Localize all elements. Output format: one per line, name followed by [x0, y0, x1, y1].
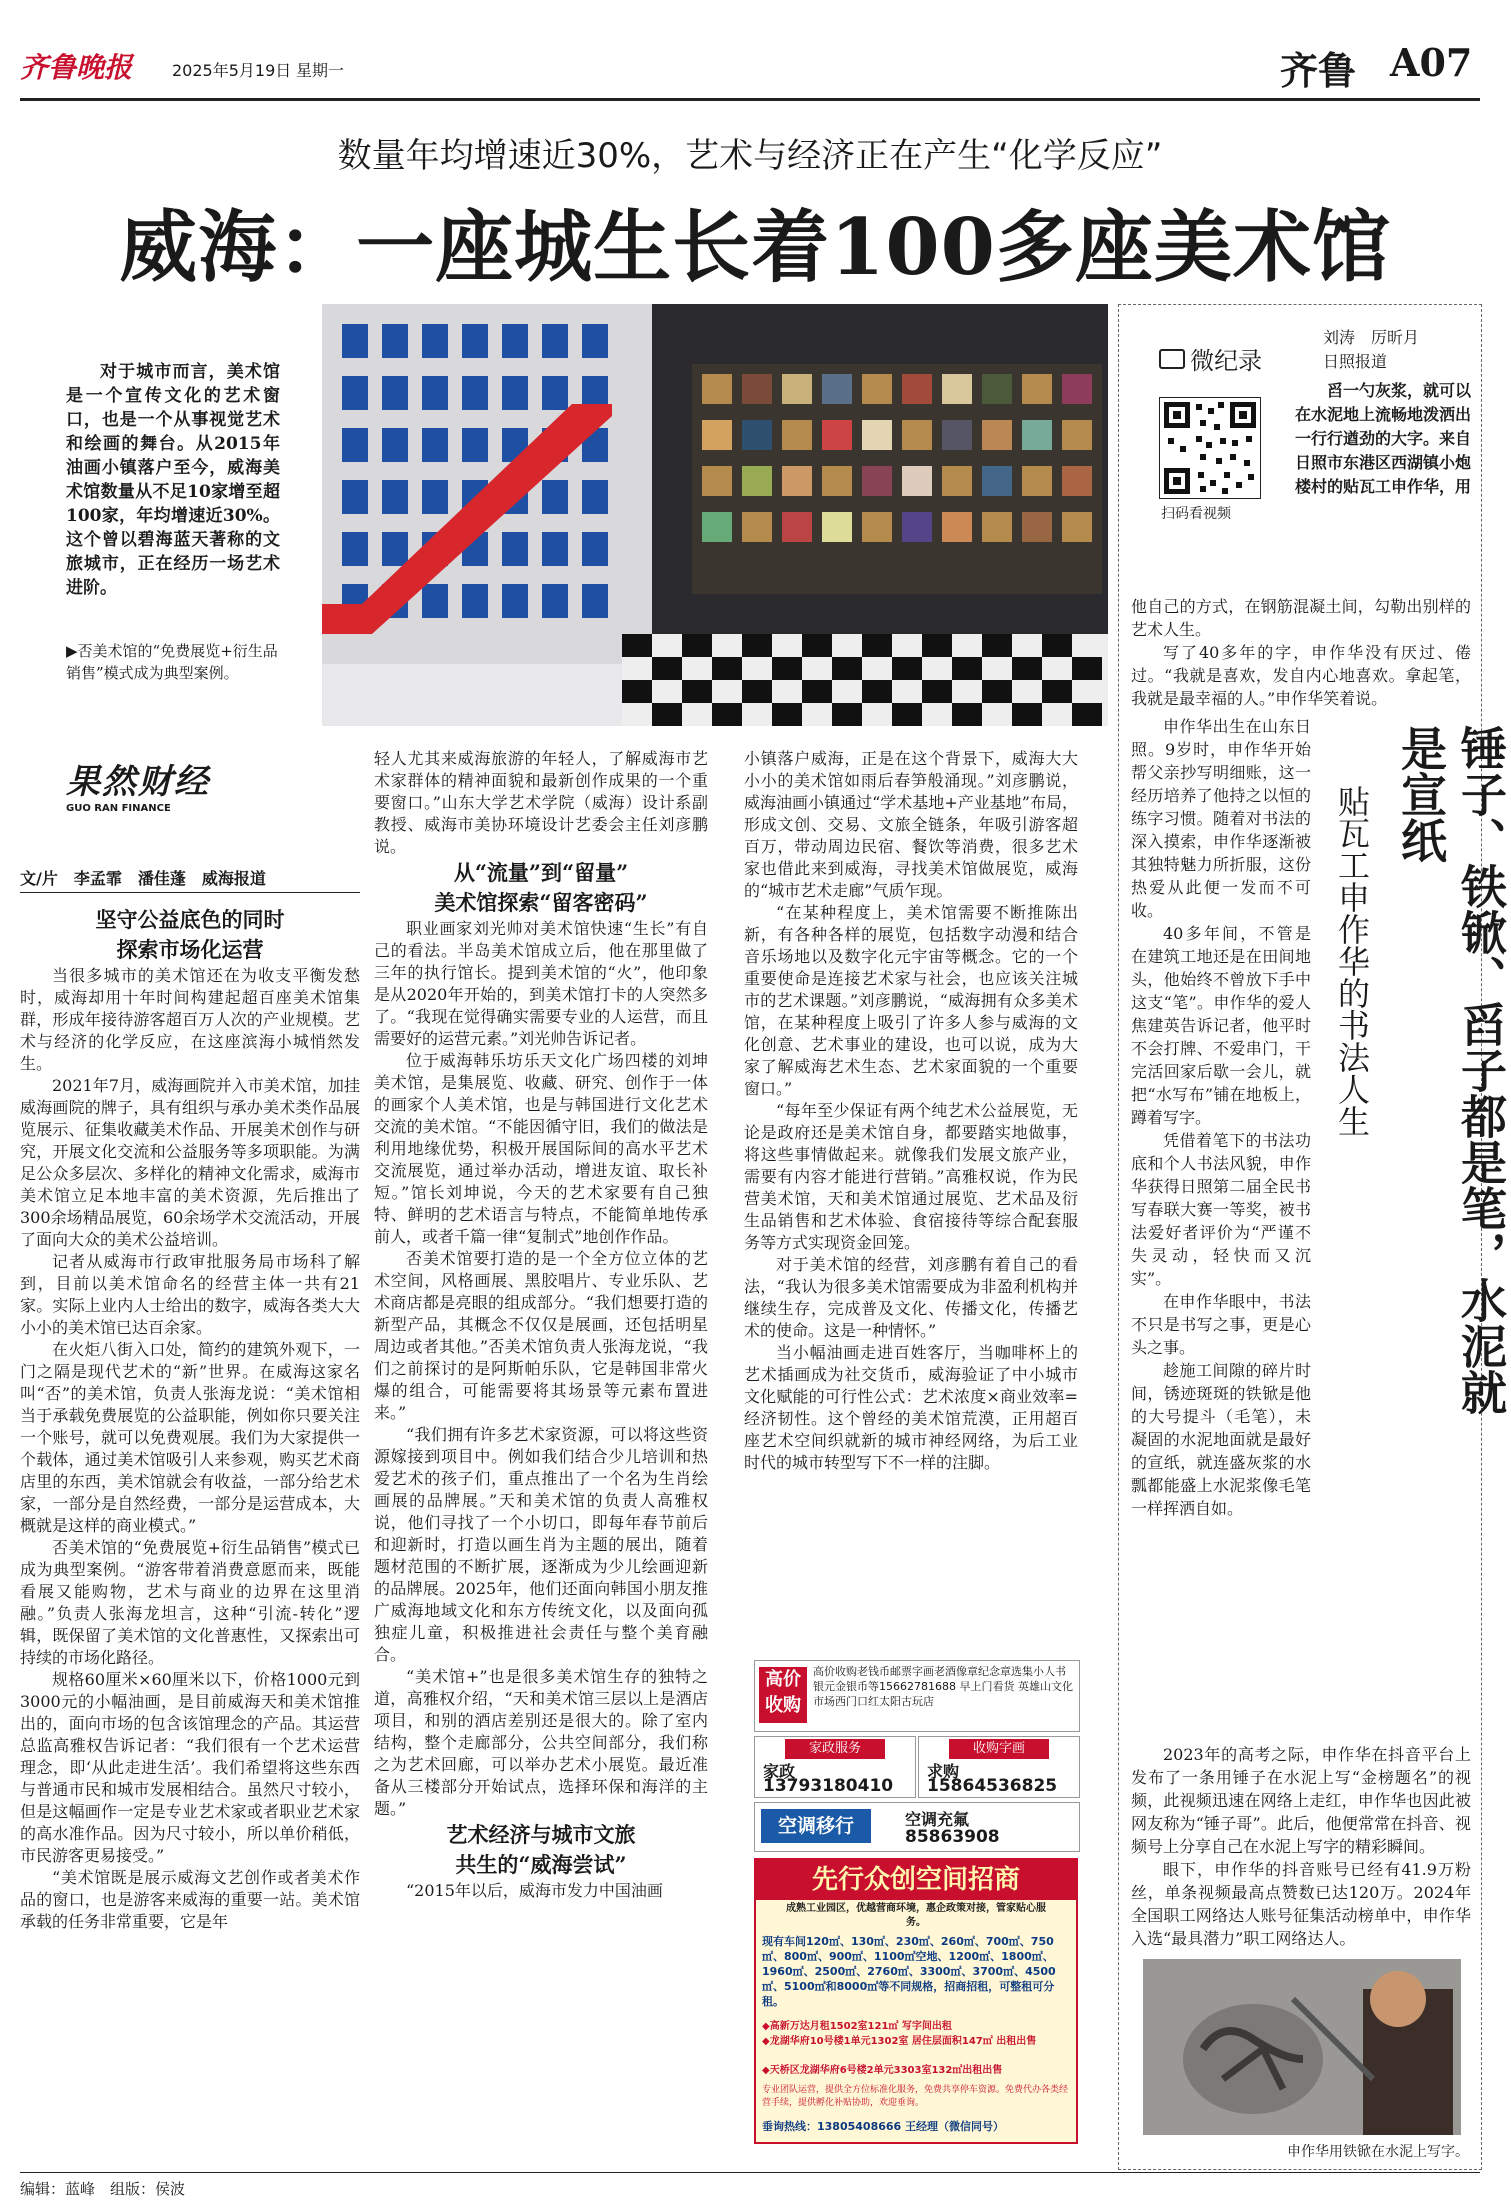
- sidebar-body-a: [1131, 595, 1471, 710]
- col1-para: 否美术馆的“免费展览+衍生品销售”模式已成为典型案例。“游客带着消费意愿而来，既能看展又能购物，艺术与商业的边界在这里消融。”负责人张海龙坦言，这种“引流-转化”逻辑，既保留了美术馆的文化普惠性，又探索出可持续的市场化路径。: [20, 1538, 360, 1667]
- col1-para: 规格60厘米×60厘米以下，价格1000元到3000元的小幅油画，是目前威海天和美术馆推出的，面向市场的包含该馆理念的产品。其运营总监高雅权告诉记者：“我们很有一个艺术运营理念，即‘从此走进生活’。我们希望将这些东西与普通市民和城市发展相结合。虽然尺寸较小，但是这幅画作一定是专业艺术家或者职业艺术家的高水准作品。因为尺寸较小，所以单价稍低，市民游客更易接受。”: [20, 1670, 360, 1865]
- rent-phone: 垂询热线：13805408666 王经理（微信同号）: [762, 2120, 1005, 2133]
- home-phone: 13793180410: [763, 1776, 894, 1796]
- sidebar-para: 趁施工间隙的碎片时间，锈迹斑斑的铁锨是他的大号提斗（毛笔），未凝固的水泥地面就是最好的宣纸，就连盛灰浆的水瓢都能盛上水泥浆像毛笔一样挥洒自如。: [1131, 1361, 1311, 1518]
- home-label: 家政服务: [785, 1739, 885, 1759]
- rent-sub: 成熟工业园区，优越营商环境，惠企政策对接，管家贴心服务。: [786, 1903, 1046, 1928]
- subhead-2: 从“流量”到“留量” 美术馆探索“留客密码”: [434, 860, 648, 915]
- ask-label: 收购字画: [949, 1739, 1049, 1759]
- qr-label: 扫码看视频: [1161, 506, 1231, 522]
- sidebar-para: 写了40多年的字，申作华没有厌过、倦过。“我就是喜欢，发自内心地喜欢。拿起笔，我就是最幸福的人。”申作华笑着说。: [1131, 643, 1471, 708]
- ads-block: [754, 1660, 1078, 2144]
- sidebar-para: 他自己的方式，在钢筋混凝土间，勾勒出别样的艺术人生。: [1131, 597, 1471, 639]
- buy-badge: 高价收购: [759, 1667, 807, 1723]
- masthead: [20, 36, 1480, 96]
- col2-para: 否美术馆要打造的是一个全方位立体的艺术空间，风格画展、黑胶唱片、专业乐队、艺术商店都是亮眼的组成部分。“我们想要打造的新型产品，其概念不仅仅是展画，还包括明星周边或者其他。”否美术馆负责人张海龙说，“我们之前探讨的是阿斯帕乐队，它是韩国非常火爆的组合，可能需要将其场景等元素布置进来。”: [374, 1249, 708, 1422]
- intro-text: 对于城市而言，美术馆是一个宣传文化的艺术窗口，也是一个从事视觉艺术和绘画的舞台。从2015年油画小镇落户至今，威海美术馆数量从不足10家增至超100家，年均增速近30%。这个曾以碧海蓝天著称的文旅城市，正在经历一场艺术进阶。: [66, 362, 280, 598]
- ask-phone: 15864536825: [927, 1776, 1058, 1796]
- rent-sizes: 现有车间120㎡、130㎡、230㎡、260㎡、700㎡、750㎡、800㎡、900㎡、1100㎡空地、1200㎡、1800㎡、1960㎡、2500㎡、2760㎡、3300㎡、3700㎡、4500㎡、5100㎡和8000㎡等不同规格，招商招租，可整租可分租。: [762, 1935, 1056, 2008]
- sidebar-byline-2: 日照报道: [1323, 352, 1388, 371]
- footer-rule: [20, 2172, 1480, 2173]
- col2-para: “2015年以后，威海市发力中国油画: [406, 1881, 663, 1900]
- sidebar-subtitle: 贴瓦工申作华的书法人生: [1333, 785, 1371, 1137]
- sidebar-tag-label: 微纪录: [1190, 347, 1263, 375]
- home-ad: [754, 1736, 916, 1798]
- sidebar-para: 眼下，申作华的抖音账号已经有41.9万粉丝，单条视频最高点赞数已达120万。2024年全国职工网络达人账号征集活动榜单中，申作华入选“最具潜力”职工网络达人。: [1131, 1860, 1471, 1948]
- col2-para: 轻人尤其来威海旅游的年轻人，了解威海市艺术家群体的精神面貌和最新创作成果的一个重要窗口。”山东大学艺术学院（威海）设计系副教授、威海市美协环境设计艺委会主任刘彦鹏说。: [374, 749, 708, 856]
- gallery-illustration: [322, 304, 1108, 726]
- worker-photo-caption: 申作华用铁锨在水泥上写字。: [1287, 2144, 1469, 2160]
- col1-para: 记者从威海市行政审批服务局市场科了解到，目前以美术馆命名的经营主体一共有21家。实际上业内人士给出的数字，威海各类大大小小的美术馆已达百余家。: [20, 1252, 360, 1337]
- col1-para: 当很多城市的美术馆还在为收支平衡发愁时，威海却用十年时间构建起超百座美术馆集群，形成年接待游客超百万人次的产业规模。艺术与经济的化学反应，在这座滨海小城悄然发生。: [20, 966, 360, 1073]
- rent-line: ◆高新万达月租1502室121㎡ 写字间出租: [762, 2021, 952, 2032]
- gallery-photo: [322, 304, 1108, 726]
- sidebar-para: 在申作华眼中，书法不只是书写之事，更是心头之事。: [1131, 1292, 1311, 1357]
- sidebar-title: 锤子、铁锨、舀子都是笔，水泥就是宣纸: [1394, 725, 1508, 1415]
- byline-rule: [20, 892, 360, 893]
- photo-caption: ▶否美术馆的“免费展览+衍生品销售”模式成为典型案例。: [66, 642, 278, 682]
- ask-ad: [918, 1736, 1080, 1798]
- ac-label: 空调移行: [761, 1809, 871, 1843]
- col2-para: “美术馆+”也是很多美术馆生存的独特之道，高雅权介绍，“天和美术馆三层以上是酒店项目，和别的酒店差别还是很大的。除了室内结构，整个走廊部分，公共空间部分，我们称之为艺术回廊，可以举办艺术小展览。最近准备从三楼部分开始试点，选择环保和海洋的主题。”: [374, 1667, 708, 1818]
- sidebar-byline-1: 刘涛 厉昕月: [1323, 328, 1420, 347]
- sidebar-body-b: [1131, 715, 1311, 1715]
- col3-para: 小镇落户威海，正是在这个背景下，威海大大小小的美术馆如雨后春笋般涌现。”刘彦鹏说，威海油画小镇通过“学术基地+产业基地”布局，形成文创、交易、文旅全链条，年吸引游客超百万，带动周边民宿、餐饮等消费，很多艺术家也借此来到威海，寻找美术馆做展览，威海的“城市艺术走廊”气质乍现。: [744, 749, 1078, 900]
- footer-editor: 编辑：蓝峰 组版：侯波: [20, 2180, 186, 2198]
- sidebar-body-c: [1131, 1743, 1471, 1950]
- rent-title: 先行众创空间招商: [756, 1860, 1076, 1900]
- sidebar-lead: 舀一勺灰浆，就可以在水泥地上流畅地泼洒出一行行遒劲的大字。来自日照市东港区西湖镇小炮楼村的贴瓦工申作华，用: [1295, 381, 1472, 496]
- sidebar: [1118, 304, 1508, 2170]
- home-name: 家政: [763, 1762, 796, 1781]
- ac-name: 空调充氟: [905, 1810, 970, 1829]
- paper-name: 齐鲁晚报: [20, 51, 133, 84]
- issue-weekday: 星期一: [296, 61, 345, 80]
- column-logo-en: GUO RAN FINANCE: [66, 803, 171, 814]
- article-column-1: [20, 905, 360, 2165]
- sidebar-para: 申作华出生在山东日照。9岁时，申作华开始帮父亲抄写明细账，这一经历培养了他持之以恒的练字习惯。随着对书法的深入摸索，申作华逐渐被其独特魅力所折服，这份热爱从此便一发而不可收。: [1131, 717, 1311, 920]
- col3-para: 当小幅油画走进百姓客厅，当咖啡杯上的艺术插画成为社交货币，威海验证了中小城市文化赋能的可行性公式：艺术浓度×商业效率=经济韧性。这个曾经的美术馆荒漠，正用超百座艺术空间织就新的城市神经网络，为后工业时代的城市转型写下不一样的注脚。: [744, 1343, 1078, 1472]
- ac-ad: [754, 1802, 1080, 1852]
- col1-para: 2021年7月，威海画院并入市美术馆，加挂威海画院的牌子，具有组织与承办美术类作品展览展示、征集收藏美术作品、开展美术创作与研究，开展文化交流和公益服务等多项职能。为满足公众多层次、多样化的精神文化需求，威海市美术馆立足本地丰富的美术资源，先后推出了300余场精品展览，60余场学术交流活动，开展了面向大众的美术公益培训。: [20, 1076, 360, 1249]
- column-logo: [66, 762, 286, 828]
- col3-para: “在某种程度上，美术馆需要不断推陈出新，有各种各样的展览，包括数字动漫和结合音乐场地以及数字化元宇宙等概念。它的一个重要使命是连接艺术家与社会，也应该关注城市的艺术课题。”刘彦鹏说，“威海拥有众多美术馆，在某种程度上吸引了许多人参与威海的文化创意、艺术事业的建设，也可以说，成为大家了解威海艺术生态、艺术家面貌的一个重要窗口。”: [744, 903, 1078, 1098]
- col2-para: 职业画家刘光帅对美术馆快速“生长”有自己的看法。半岛美术馆成立后，他在那里做了三年的执行馆长。提到美术馆的“火”，他印象是从2020年开始的，到美术馆打卡的人突然多了。“我现在觉得确实需要专业的人运营，而且需要好的运营元素。”刘光帅告诉记者。: [374, 919, 708, 1048]
- qr-code[interactable]: [1159, 397, 1261, 499]
- buy-text: 高价收购老钱币邮票字画老酒像章纪念章选集小人书银元金银币等15662781688 早上门看货 英雄山文化市场西门口红太阳古玩店: [813, 1665, 1073, 1708]
- headline-title: 威海：一座城生长着100多座美术馆: [119, 202, 1391, 293]
- rent-ad: [754, 1858, 1078, 2144]
- ask-name: 求购: [927, 1762, 960, 1781]
- col3-para: 对于美术馆的经营，刘彦鹏有着自己的看法，“我认为很多美术馆需要成为非盈利机构并继续生存，完成普及文化、传播文化，传播艺术的使命。这是一种情怀。”: [744, 1255, 1078, 1340]
- article-column-3: [744, 748, 1078, 1638]
- article-column-2: [374, 748, 708, 2168]
- worker-photo: [1143, 1959, 1461, 2135]
- masthead-rule: [20, 98, 1480, 101]
- page-number: A07: [1390, 40, 1473, 85]
- col2-para: “我们拥有许多艺术家资源，可以将这些资源嫁接到项目中。例如我们结合少儿培训和热爱艺术的孩子们，重点推出了一个名为生肖绘画展的品牌展。”天和美术馆的负责人高雅权说，他们寻找了一个小切口，即每年春节前后和迎新时，打造以画生肖为主题的展出，随着题材范围的不断扩展，逐渐成为少儿绘画迎新的品牌展。2025年，他们还面向韩国小朋友推广威海地域文化和东方传统文化，以及面向孤独症儿童，积极推进社会责任与整个美育融合。: [374, 1425, 708, 1664]
- article-byline: 文/片 李孟霏 潘佳蓬 威海报道: [20, 869, 266, 888]
- column-logo-cn: 果然财经: [66, 762, 210, 802]
- col3-para: “每年至少保证有两个纯艺术公益展览，无论是政府还是美术馆自身，都要踏实地做事，将这些事情做起来。就像我们发展文旅产业，需要有内容才能进行营销。”高雅权说，作为民营美术馆，天和美术馆通过展览、艺术品及衍生品销售和艺术体验、食宿接待等综合配套服务等方式实现资金回笼。: [744, 1101, 1078, 1252]
- rent-line: ◆龙湖华府10号楼1单元1302室 居住层面积147㎡ 出租出售: [762, 2036, 1037, 2047]
- video-icon: [1159, 349, 1185, 369]
- qr-code-graphic: [1160, 398, 1260, 498]
- col2-para: 位于威海韩乐坊乐天文化广场四楼的刘坤美术馆，是集展览、收藏、研究、创作于一体的画家个人美术馆，也是与韩国进行文化艺术交流的美术馆。“不能因循守旧，我们的做法是利用地缘优势，积极开展国际间的高水平艺术交流展览，通过举办活动，增进友谊、取长补短。”馆长刘坤说，今天的艺术家要有自己独特、鲜明的艺术语言与特点，不能简单地传承前人，或者千篇一律“复制式”地创作作品。: [374, 1051, 708, 1246]
- headline-kicker: 数量年均增速近30%，艺术与经济正在产生“化学反应”: [337, 136, 1163, 176]
- col1-para: 在火炬八街入口处，简约的建筑外观下，一门之隔是现代艺术的“新”世界。在威海这家名叫“否”的美术馆，负责人张海龙说：“美术馆相当于承载免费展览的公益职能，例如你只要关注一个账号，就可以免费观展。我们为大家提供一个载体，通过美术馆吸引人来参观，购买艺术商店里的东西，美术馆就会有收益，一部分给艺术家，一部分是自然经费，一部分是运营成本，大概就是这样的商业模式。”: [20, 1340, 360, 1535]
- issue-date: 2025年5月19日: [172, 61, 292, 80]
- section-name: 齐鲁: [1280, 48, 1357, 93]
- rent-line: ◆天桥区龙湖华府6号楼2单元3303室132㎡出租出售: [762, 2065, 1003, 2076]
- subhead-1: 坚守公益底色的同时 探索市场化运营: [95, 907, 285, 962]
- sidebar-para: 40多年间，不管是在建筑工地还是在田间地头，他始终不曾放下手中这支“笔”。申作华的爱人焦建英告诉记者，他平时不会打牌、不爱串门，干完活回家后歇一会儿，就把“水写布”铺在地板上，蹲着写字。: [1131, 924, 1311, 1127]
- sidebar-tag: [1159, 341, 1262, 376]
- rent-note: 专业团队运营，提供全方位标准化服务，免费共享停车资源。免费代办各类经营手续，提供孵化补贴协助，欢迎垂询。: [762, 2085, 1069, 2108]
- ac-phone: 85863908: [905, 1827, 1000, 1847]
- worker-illustration: [1143, 1959, 1461, 2135]
- sidebar-para: 凭借着笔下的书法功底和个人书法风貌，申作华获得日照第二届全民书写春联大赛一等奖，被书法爱好者评价为“严谨不失灵动，轻快而又沉实”。: [1131, 1131, 1311, 1288]
- buy-ad: [754, 1660, 1080, 1732]
- subhead-3: 艺术经济与城市文旅 共生的“威海尝试”: [446, 1822, 636, 1877]
- col1-para: “美术馆既是展示威海文艺创作或者美术作品的窗口，也是游客来威海的重要一站。美术馆承载的任务非常重要，它是年: [20, 1868, 360, 1931]
- sidebar-para: 2023年的高考之际，申作华在抖音平台上发布了一条用锤子在水泥上写“金榜题名”的视频，此视频迅速在网络上走红，申作华也因此被网友称为“锤子哥”。此后，他便常常在抖音、视频号上分享自己在水泥上写字的精彩瞬间。: [1131, 1745, 1471, 1856]
